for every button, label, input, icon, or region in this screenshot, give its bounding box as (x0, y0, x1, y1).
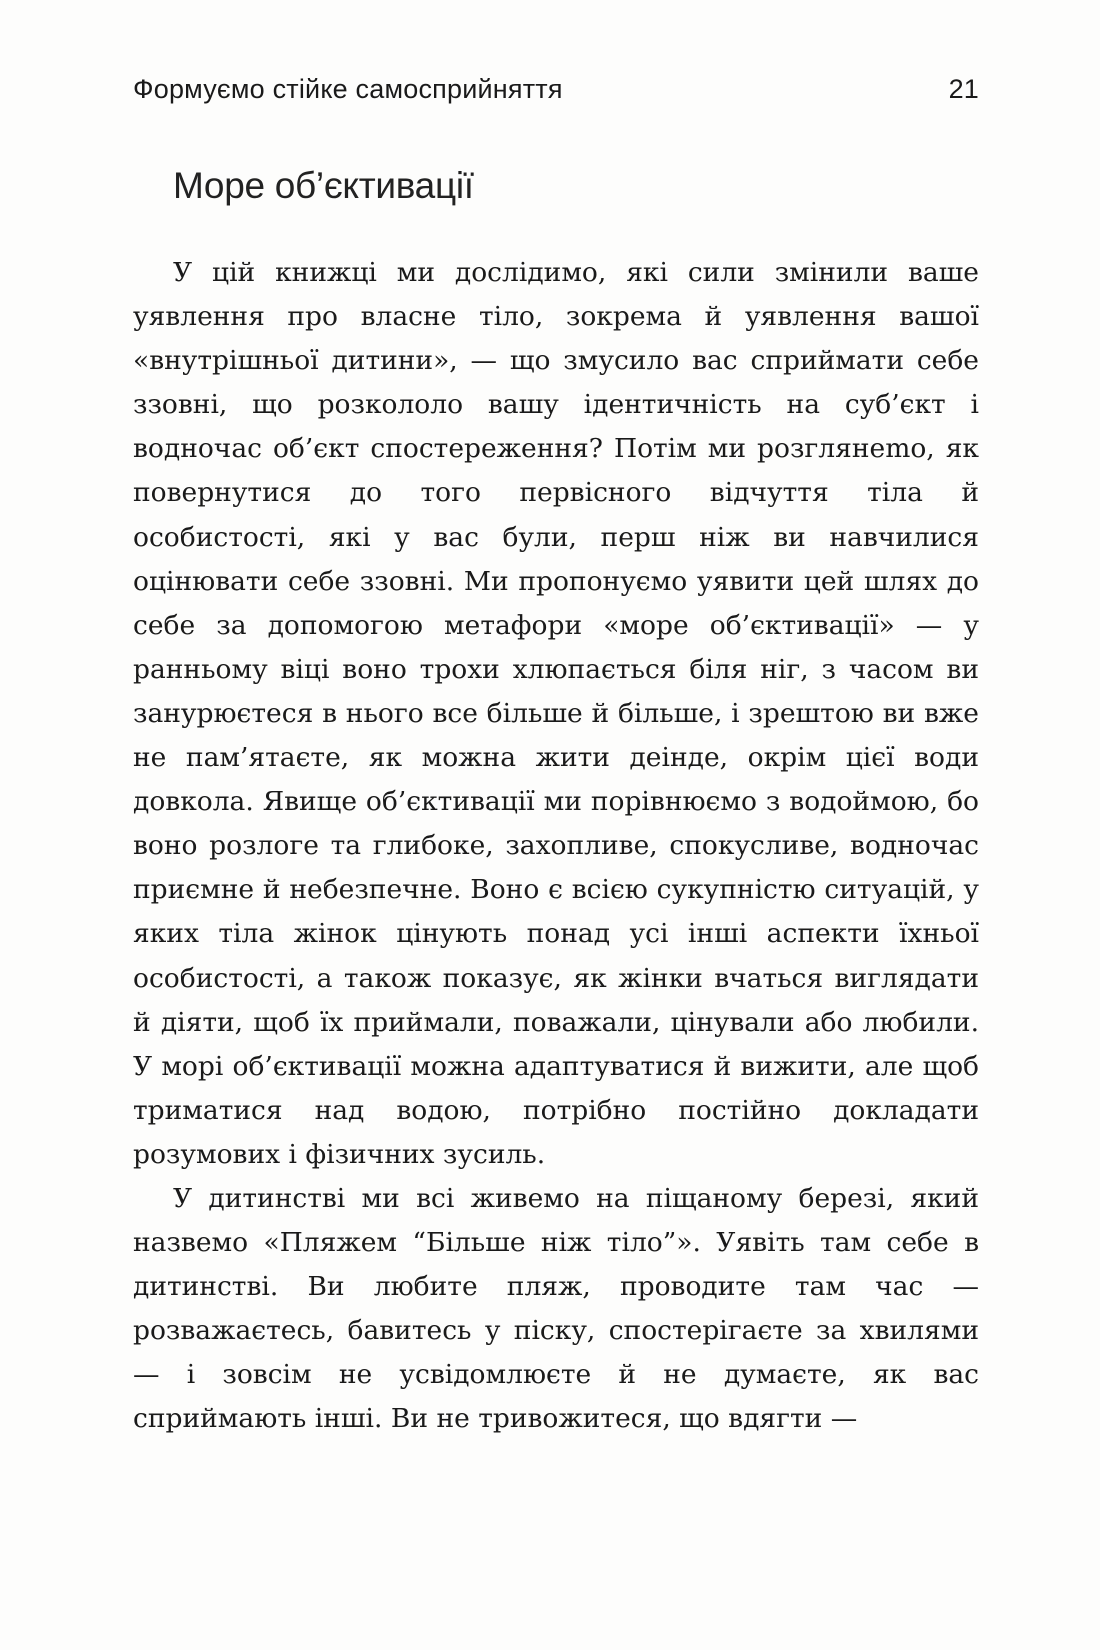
paragraph: У дитинстві ми всі живемо на піщаному березі, який назвемо «Пляжем “Більше ніж тіло”». Уявіть там себе в дитинстві. Ви любите пляж, проводите там час — розважаєтесь, бавитесь у піску, спостерігаєте за хвилями — і зовсім не усвідомлюєте й не думаєте, як вас сприймають інші. Ви не тривожитеся, що вдягти — (133, 1182, 979, 1435)
running-head (133, 74, 979, 114)
paragraph: У цій книжці ми дослідимо, які сили змінили ваше уявлення про власне тіло, зокрема й уявлення вашої «внутрішньої дитини», — що змусило вас сприймати себе ззовні, що розкололо вашу ідентичність на суб’єкт і водночас об’єкт спостереження? Потім ми розглянеmо, як повернутися до того первісного відчуття тіла й особистості, які у вас були, перш ніж ви навчилися оцінювати себе ззовні. Ми пропонуємо уявити цей шлях до себе за допомогою метафори «море об’єктивації» — у ранньому віці воно трохи хлюпається біля ніг, з часом ви занурюєтеся в нього все більше й більше, і зрештою ви вже не пам’ятаєте, як можна жити деінде, окрім цієї води довкола. Явище об’єктивації ми порівнюємо з водоймою, бо воно розлоге та глибоке, захопливе, спокусливе, водночас приємне й небезпечне. Воно є всією сукупністю ситуацій, у яких тіла жінок цінують понад усі інші аспекти їхньої особистості, а також показує, як жінки вчаться виглядати й діяти, щоб їх приймали, поважали, цінували або любили. У морі об’єктивації можна адаптуватися й вижити, але щоб триматися над водою, потрібно постійно докладати розумових і фізичних зусиль. (133, 257, 979, 1170)
body-text (133, 251, 979, 1442)
page-number: 21 (948, 74, 979, 104)
running-title: Формуємо стійке самосприйняття (133, 74, 563, 104)
section-title: Море об’єктивації (173, 165, 474, 206)
